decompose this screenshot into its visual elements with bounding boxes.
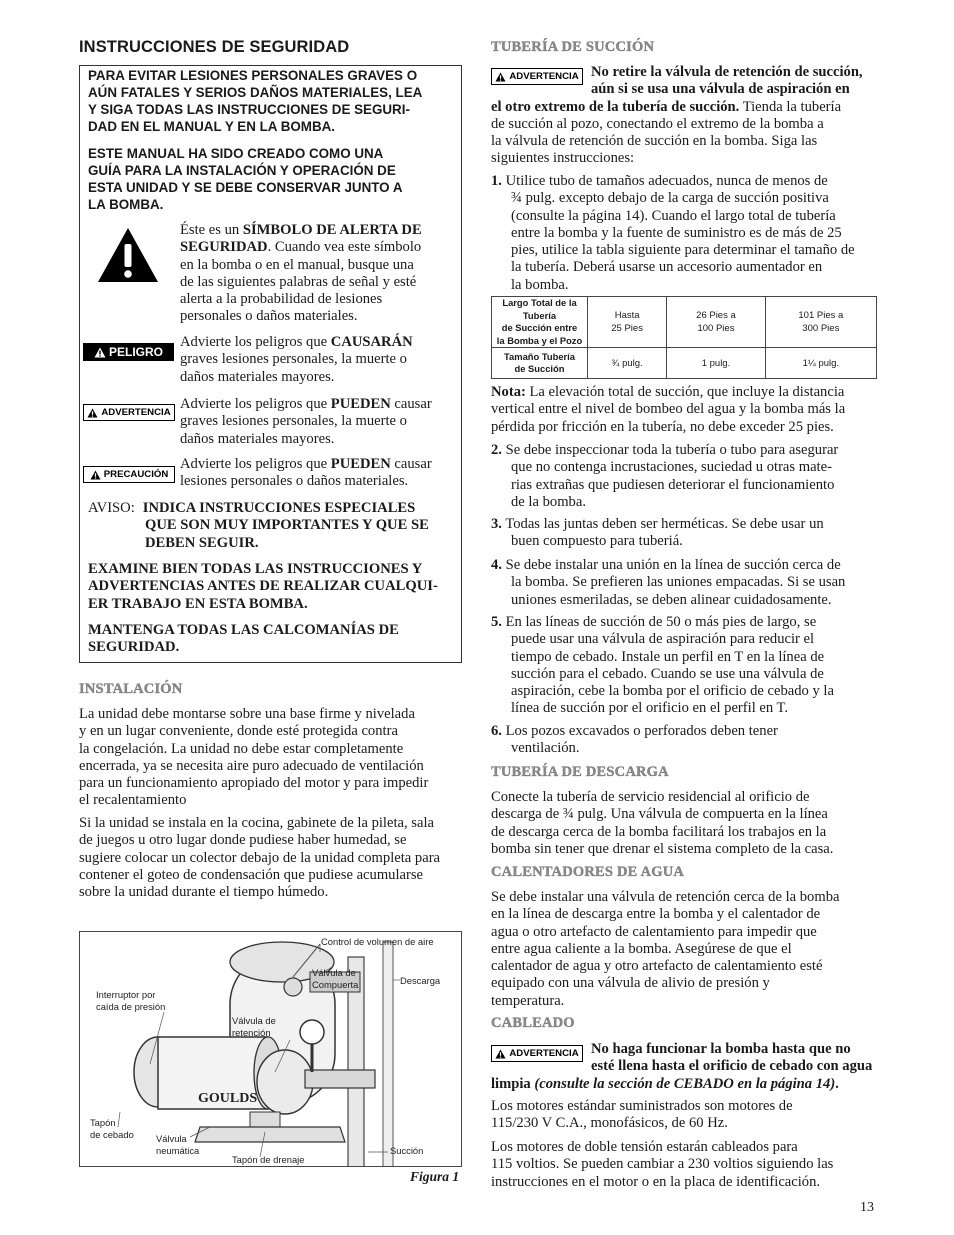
table-header-cell: Largo Total de la Tubería de Succión entre la Bomba y el Pozo bbox=[492, 297, 588, 348]
instalacion-heading: INSTALACIÓN bbox=[79, 681, 183, 697]
table-row bbox=[492, 297, 877, 348]
alert-icon bbox=[87, 408, 98, 418]
advertencia-badge: ADVERTENCIA bbox=[83, 404, 175, 421]
descarga-paragraph: Conecte la tubería de servicio residencial al orificio de descarga de ¾ pulg. Una válvula de compuerta en la línea de descarga cerca de la bomba facilitará los trabajos en la bomba sin tener que drenar el sistema completo de la casa. bbox=[491, 789, 834, 857]
label-tapon-drenaje: Tapón de drenaje bbox=[232, 1154, 305, 1165]
figure-caption: Figura 1 bbox=[410, 1169, 460, 1184]
table-cell: ¾ pulg. bbox=[588, 348, 667, 379]
label-valvula-retencion: Válvula de retención bbox=[232, 1015, 276, 1038]
safety-para-1 bbox=[88, 67, 422, 135]
list-item-6: 6. Los pozos excavados o perforados deben tener ventilación. bbox=[491, 723, 778, 757]
nota-block: Nota: La elevación total de succión, que incluye la distancia vertical entre el nivel de bombeo del agua y la bomba más la pérdida por fricción en la tubería, no debe exceder 25 pies. bbox=[491, 384, 846, 435]
advertencia-succion-text: No retire la válvula de retención de succión, aún si se usa una válvula de aspiración en el otro extremo de la tubería de succión. Tienda la tubería de succión al pozo, conectando el extremo de la bomba a la válvula de retención de succión en la bomba. Siga las siguientes instrucciones: bbox=[491, 64, 863, 167]
label-valvula-neumatica: Válvula neumática bbox=[156, 1133, 200, 1156]
advertencia-cableado-text: No haga funcionar la bomba hasta que no esté llena hasta el orificio de cebado con agua limpia (consulte la sección de CEBADO en la página 14). bbox=[491, 1041, 873, 1092]
label-control-aire: Control de volumen de aire bbox=[321, 936, 434, 947]
calentadores-heading: CALENTADORES DE AGUA bbox=[491, 864, 685, 880]
alert-icon bbox=[90, 470, 101, 480]
examine-block: EXAMINE BIEN TODAS LAS INSTRUCCIONES Y ADVERTENCIAS ANTES DE REALIZAR CUALQUI- ER TRABAJO EN ESTA BOMBA. bbox=[88, 561, 438, 612]
safety-alert-icon bbox=[96, 226, 160, 284]
page-number: 13 bbox=[860, 1200, 874, 1215]
table-header-cell: Tamaño Tubería de Succión bbox=[492, 348, 588, 379]
symbol-description: Éste es un SÍMBOLO DE ALERTA DE SEGURIDAD. Cuando vea este símbolo en la bomba o en el manual, busque una de las siguientes palabras de señal y esté alerta a la probabilidad de lesiones personales o daños materiales. bbox=[180, 222, 422, 325]
aviso-block: AVISO: INDICA INSTRUCCIONES ESPECIALES QUE SON MUY IMPORTANTES Y QUE SE DEBEN SEGUIR. bbox=[88, 500, 429, 551]
label-valvula-compuerta: Válvula de Compuerta bbox=[312, 967, 359, 990]
list-item-4: 4. Se debe instalar una unión en la línea de succión cerca de la bomba. Se prefieren las uniones empacadas. Si se usan uniones esmeriladas, se deben alinear cuidadosamente. bbox=[491, 557, 846, 608]
table-cell: 26 Pies a 100 Pies bbox=[667, 297, 765, 348]
pump-illustration bbox=[80, 932, 462, 1167]
text-line: ESTA UNIDAD Y SE DEBE CONSERVAR JUNTO A bbox=[88, 180, 403, 195]
table-cell: Hasta 25 Pies bbox=[588, 297, 667, 348]
advertencia-badge-1: ADVERTENCIA bbox=[491, 68, 583, 85]
label-tapon-cebado: Tapón de cebado bbox=[90, 1117, 134, 1140]
cableado-para-1: Los motores estándar suministrados son motores de 115/230 V C.A., monofásicos, de 60 Hz. bbox=[491, 1098, 793, 1132]
pipe-size-table bbox=[491, 296, 877, 379]
label-descarga: Descarga bbox=[400, 975, 441, 986]
table-cell: 1¼ pulg. bbox=[765, 348, 876, 379]
text-line: GUÍA PARA LA INSTALACIÓN Y OPERACIÓN DE bbox=[88, 163, 396, 178]
peligro-badge: PELIGRO bbox=[83, 343, 174, 361]
instalacion-para-1: La unidad debe montarse sobre una base firme y nivelada y en un lugar conveniente, donde esté protegida contra la congelación. La unidad no debe estar completamente encerrada, ya se necesita aire puro adecuado de ventilación para un funcionamiento apropiado del motor y para impedir el recalentamiento bbox=[79, 706, 429, 809]
text-line: ESTE MANUAL HA SIDO CREADO COMO UNA bbox=[88, 146, 384, 161]
list-item-1: 1. Utilice tubo de tamaños adecuados, nunca de menos de ¾ pulg. excepto debajo de la carga de succión positiva (consulte la página 14). Cuando el largo total de tubería entre la bomba y la fuente de suministro es de más de 25 pies, utilice la tabla siguiente para determinar el tamaño de la tubería. Deberá usarse un accesorio aumentador en la bomba. bbox=[491, 173, 855, 293]
peligro-text: Advierte los peligros que CAUSARÁN graves lesiones personales, la muerte o daños materiales mayores. bbox=[180, 334, 413, 385]
text-line: DAD EN EL MANUAL Y EN LA BOMBA. bbox=[88, 119, 335, 134]
label-interruptor: Interruptor por caída de presión bbox=[96, 989, 166, 1012]
text-line: LA BOMBA. bbox=[88, 197, 164, 212]
cableado-heading: CABLEADO bbox=[491, 1015, 575, 1031]
advertencia-text: Advierte los peligros que PUEDEN causar graves lesiones personales, la muerte o daños materiales mayores. bbox=[180, 396, 432, 447]
safety-title: INSTRUCCIONES DE SEGURIDAD bbox=[79, 38, 350, 56]
motor-brand-text: GOULDS bbox=[198, 1091, 258, 1106]
table-row bbox=[492, 348, 877, 379]
label-succion: Succión bbox=[390, 1145, 424, 1156]
mantenga-block: MANTENGA TODAS LAS CALCOMANÍAS DE SEGURIDAD. bbox=[88, 622, 399, 656]
tuberia-succion-heading: TUBERÍA DE SUCCIÓN bbox=[491, 39, 655, 55]
table-cell: 1 pulg. bbox=[667, 348, 765, 379]
list-item-2: 2. Se debe inspeccionar toda la tubería o tubo para asegurar que no contenga incrustaciones, suciedad u otras mate- rias extrañas que pudiesen deteriorar el funcionamiento de la bomba. bbox=[491, 442, 839, 510]
safety-para-2 bbox=[88, 145, 403, 213]
precaucion-badge: PRECAUCIÓN bbox=[83, 466, 175, 483]
list-item-5: 5. En las líneas de succión de 50 o más pies de largo, se puede usar una válvula de aspiración para reducir el tiempo de cebado. Instale un perfil en T en la línea de succión para el cebado. Cuando se use una válvula de aspiración, cebe la bomba por el orificio de cebado y la línea de succión por el orificio en el perfil en T. bbox=[491, 614, 834, 717]
text-line: AÚN FATALES Y SERIOS DAÑOS MATERIALES, LEA bbox=[88, 85, 423, 100]
list-item-3: 3. Todas las juntas deben ser herméticas. Se debe usar un buen compuesto para tuberiá. bbox=[491, 516, 824, 550]
tuberia-descarga-heading: TUBERÍA DE DESCARGA bbox=[491, 764, 669, 780]
advertencia-badge-2: ADVERTENCIA bbox=[491, 1045, 583, 1062]
calentadores-paragraph: Se debe instalar una válvula de retención cerca de la bomba en la línea de descarga entre la bomba y el calentador de agua o otro artefacto de calentamiento para impedir que entre agua caliente a la bomba. Asegúrese de que el calentador de agua y otro artefacto de calentamiento esté equipado con una válvula de alivio de presión y temperatura. bbox=[491, 889, 840, 1009]
text-line: Y SIGA TODAS LAS INSTRUCCIONES DE SEGURI- bbox=[88, 102, 410, 117]
table-cell: 101 Pies a 300 Pies bbox=[765, 297, 876, 348]
instalacion-para-2: Si la unidad se instala en la cocina, gabinete de la pileta, sala de juegos u otro lugar donde pudiese haber humedad, se sugiere colocar un colector debajo de la unidad completa para contener el goteo de condensación que pudiese acumularse sobre la unidad durante el tiempo húmedo. bbox=[79, 815, 441, 901]
text-line: PARA EVITAR LESIONES PERSONALES GRAVES O bbox=[88, 68, 418, 83]
cableado-para-2: Los motores de doble tensión estarán cableados para 115 voltios. Se pueden cambiar a 230 voltios siguiendo las instrucciones en el motor o en la placa de identificación. bbox=[491, 1139, 834, 1190]
precaucion-text: Advierte los peligros que PUEDEN causar lesiones personales o daños materiales. bbox=[180, 456, 432, 490]
pump-figure bbox=[79, 931, 462, 1167]
alert-icon bbox=[94, 347, 106, 358]
